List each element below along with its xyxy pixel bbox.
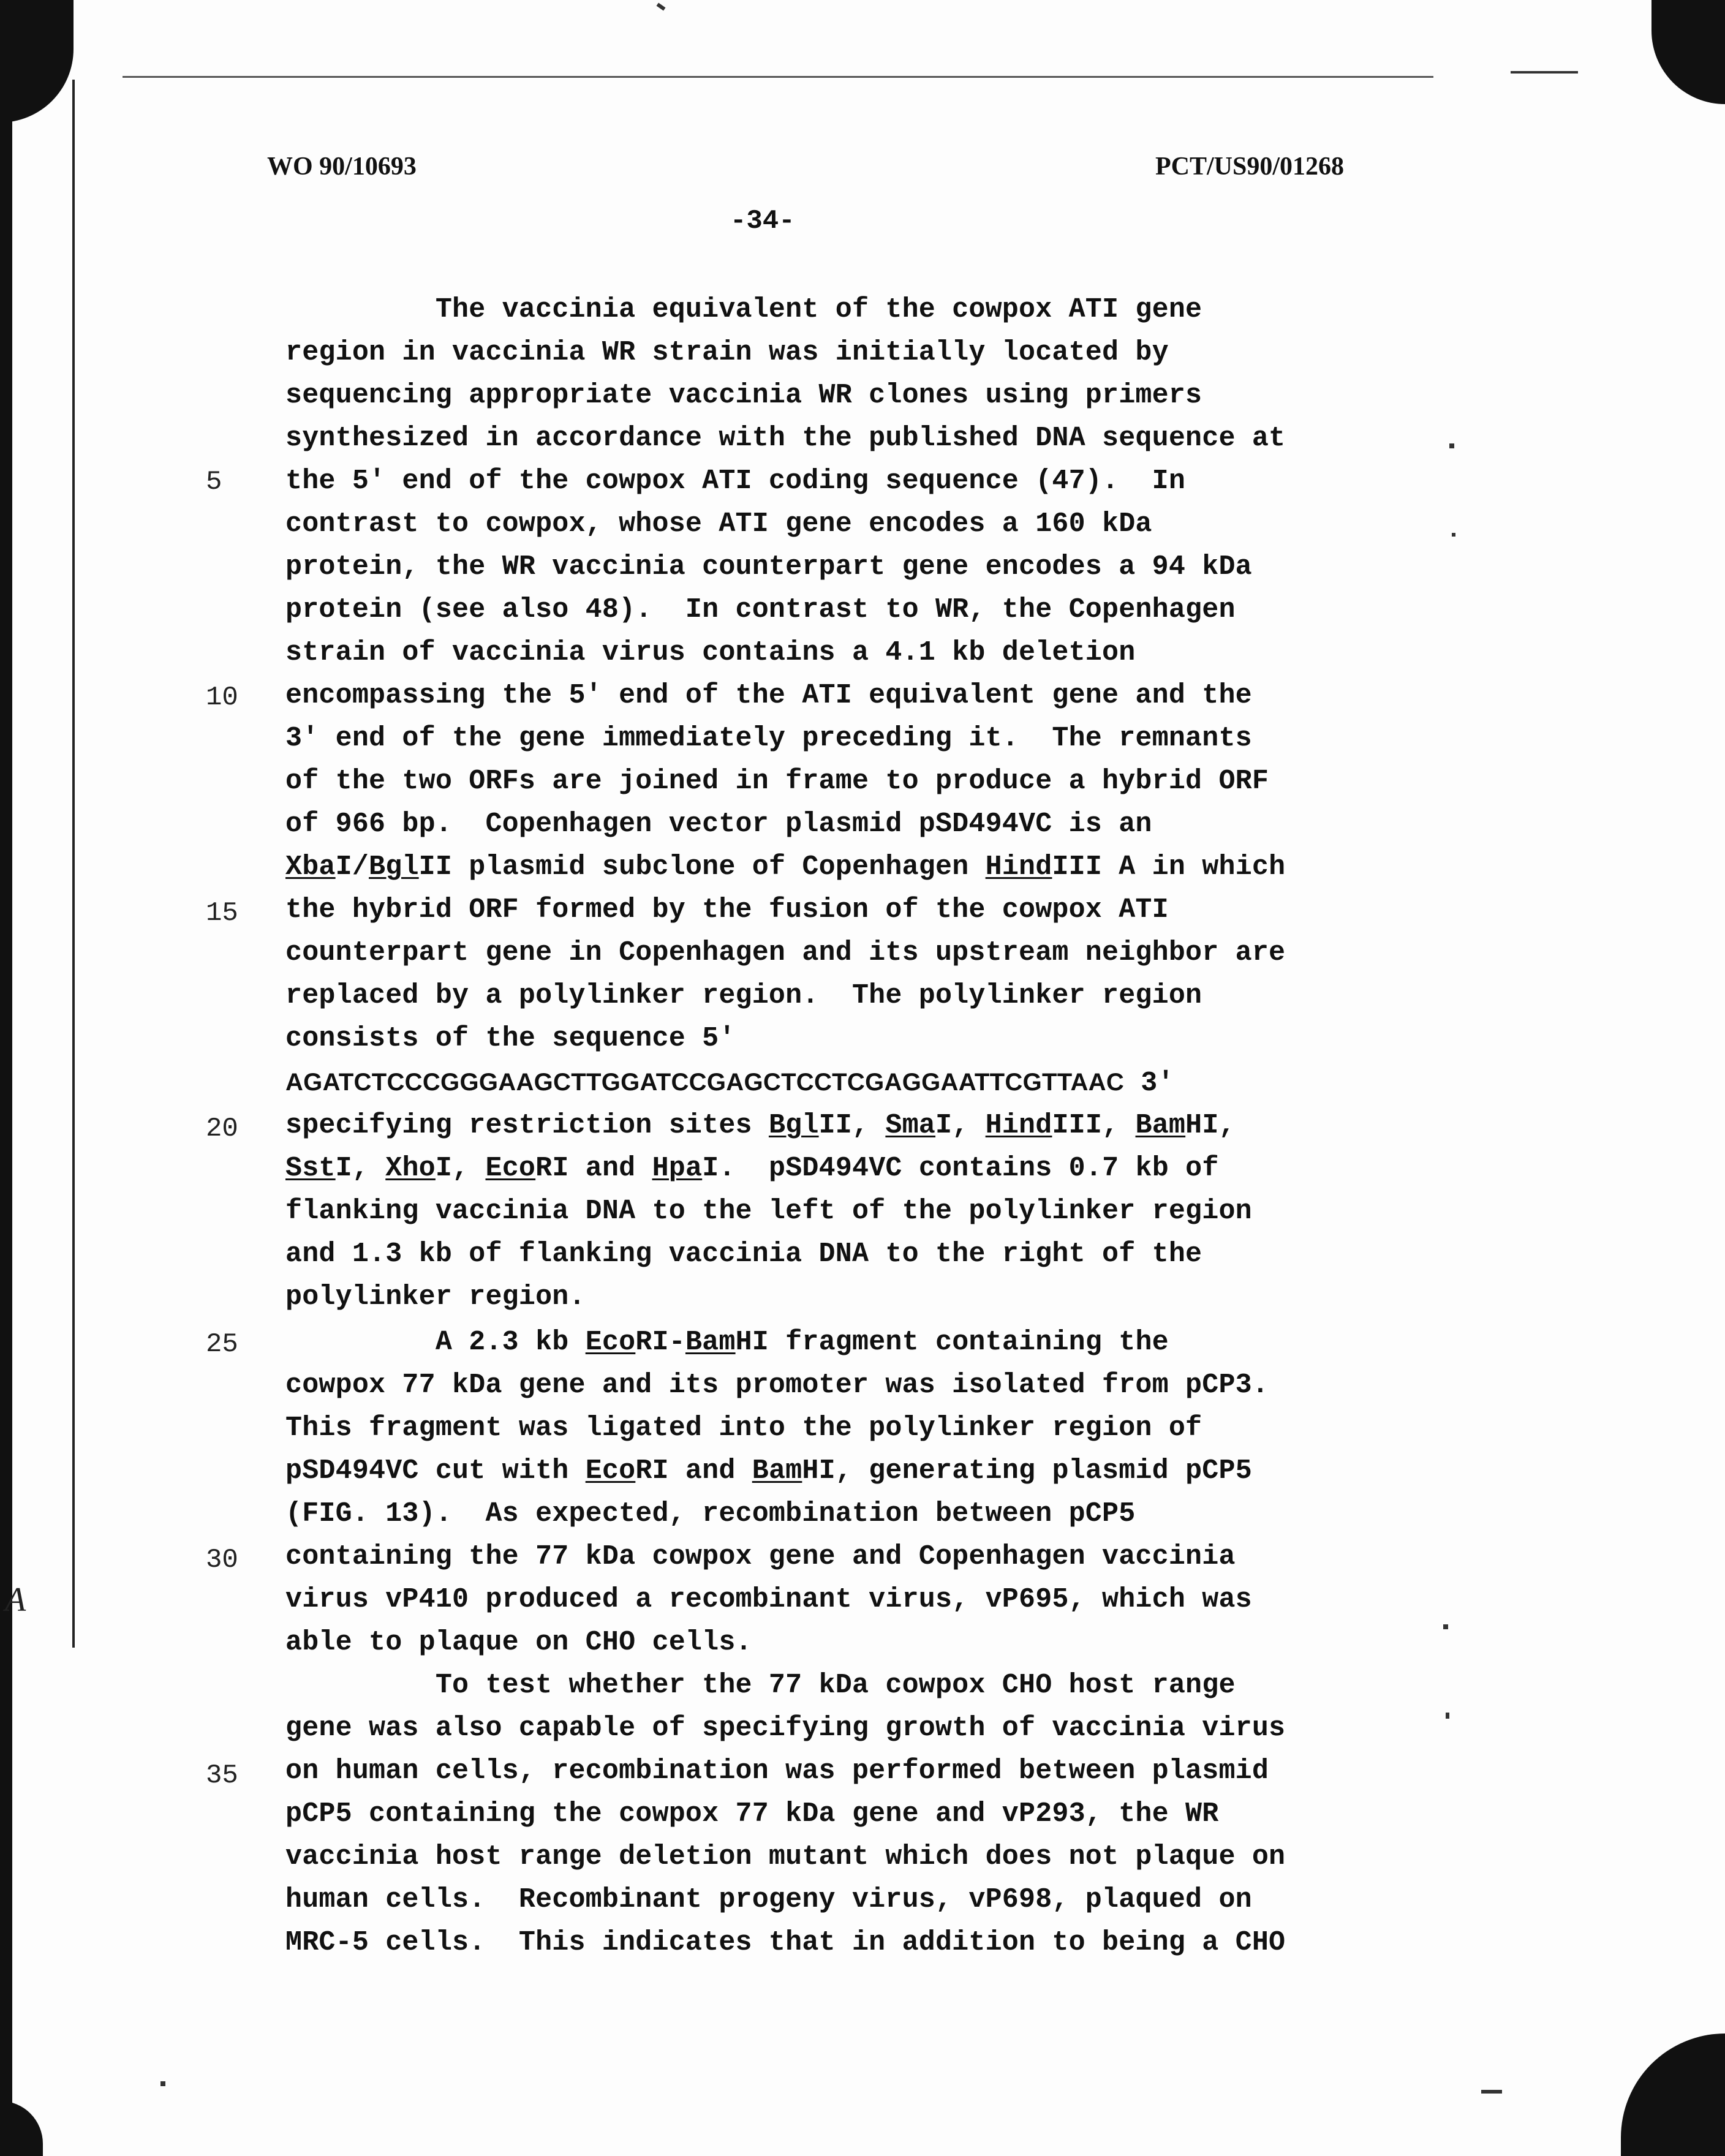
line-number: 10 [206,682,238,713]
text-line: pSD494VC cut with EcoRI and BamHI, generating plasmid pCP5 [285,1455,1252,1487]
text-line: human cells. Recombinant progeny virus, vP698, plaqued on [285,1884,1252,1915]
margin-initials: A [5,1581,26,1619]
scan-speck [1446,1713,1449,1719]
text-line: (FIG. 13). As expected, recombination between pCP5 [285,1498,1136,1529]
scan-speck [1449,443,1454,448]
sequence-line: AGATCTCCCGGGAAGCTTGGATCCGAGCTCCTCGAGGAATTCGTTAAC 3' [285,1068,1174,1099]
page-number: -34- [730,206,795,236]
text-line: gene was also capable of specifying growth of vaccinia virus [285,1713,1286,1744]
text-line: on human cells, recombination was performed between plasmid [285,1755,1269,1787]
text-line: SstI, XhoI, EcoRI and HpaI. pSD494VC contains 0.7 kb of [285,1153,1219,1184]
text-line: protein (see also 48). In contrast to WR, the Copenhagen [285,594,1236,625]
text-line: sequencing appropriate vaccinia WR clones using primers [285,380,1202,411]
text-line: vaccinia host range deletion mutant which does not plaque on [285,1841,1286,1872]
scan-speck [1511,71,1578,74]
line-number: 15 [206,898,238,929]
margin-rule-line [72,80,75,1648]
line-number: 5 [206,467,222,497]
text-line: containing the 77 kDa cowpox gene and Copenhagen vaccinia [285,1541,1236,1572]
text-line: MRC-5 cells. This indicates that in addition to being a CHO [285,1927,1286,1958]
line-number: 30 [206,1545,238,1575]
text-line: XbaI/BglII plasmid subclone of Copenhagen HindIII A in which [285,851,1286,883]
line-number: 35 [206,1760,238,1791]
scan-speck [1452,533,1455,537]
text-line: counterpart gene in Copenhagen and its upstream neighbor are [285,937,1286,968]
text-line: encompassing the 5' end of the ATI equivalent gene and the [285,680,1252,711]
scan-speck [160,2081,165,2086]
scan-speck [1481,2090,1502,2094]
text-line: 3' end of the gene immediately preceding it. The remnants [285,723,1252,754]
text-line: pCP5 containing the cowpox 77 kDa gene and vP293, the WR [285,1798,1219,1830]
text-line: synthesized in accordance with the published DNA sequence at [285,423,1286,454]
text-line: and 1.3 kb of flanking vaccinia DNA to the right of the [285,1238,1202,1270]
text-line: polylinker region. [285,1281,586,1313]
scan-corner-top-left [0,0,74,123]
text-line: flanking vaccinia DNA to the left of the polylinker region [285,1196,1252,1227]
application-number: PCT/US90/01268 [1155,153,1345,181]
text-line: the 5' end of the cowpox ATI coding sequence (47). In [285,466,1186,497]
text-line: A 2.3 kb EcoRI-BamHI fragment containing the [285,1327,1169,1358]
scan-speck [657,3,666,11]
scan-edge-left [0,0,12,2156]
text-line: region in vaccinia WR strain was initially located by [285,337,1169,368]
scan-speck [1443,1624,1448,1629]
text-line: To test whether the 77 kDa cowpox CHO host range [285,1670,1236,1701]
text-line: of 966 bp. Copenhagen vector plasmid pSD494VC is an [285,809,1152,840]
scan-corner-bottom-right [1621,2034,1725,2156]
text-line: protein, the WR vaccinia counterpart gene encodes a 94 kDa [285,551,1252,582]
text-line: strain of vaccinia virus contains a 4.1 kb deletion [285,637,1136,668]
text-line: able to plaque on CHO cells. [285,1627,752,1658]
publication-number: WO 90/10693 [267,153,417,181]
text-line: replaced by a polylinker region. The polylinker region [285,980,1202,1011]
text-line: This fragment was ligated into the polylinker region of [285,1412,1202,1444]
text-line: virus vP410 produced a recombinant virus, vP695, which was [285,1584,1252,1615]
line-number: 25 [206,1329,238,1360]
text-line: of the two ORFs are joined in frame to produce a hybrid ORF [285,766,1269,797]
text-line: The vaccinia equivalent of the cowpox ATI gene [285,294,1202,325]
text-line: the hybrid ORF formed by the fusion of the cowpox ATI [285,894,1169,925]
text-line: consists of the sequence 5' [285,1023,736,1054]
text-line: contrast to cowpox, whose ATI gene encodes a 160 kDa [285,508,1152,540]
text-line: specifying restriction sites BglII, SmaI, HindIII, BamHI, [285,1110,1236,1141]
line-number: 20 [206,1114,238,1144]
scan-corner-bottom-left [0,2101,43,2156]
text-line: cowpox 77 kDa gene and its promoter was isolated from pCP3. [285,1370,1269,1401]
scan-corner-top-right [1651,0,1725,104]
top-rule-line [123,76,1433,78]
